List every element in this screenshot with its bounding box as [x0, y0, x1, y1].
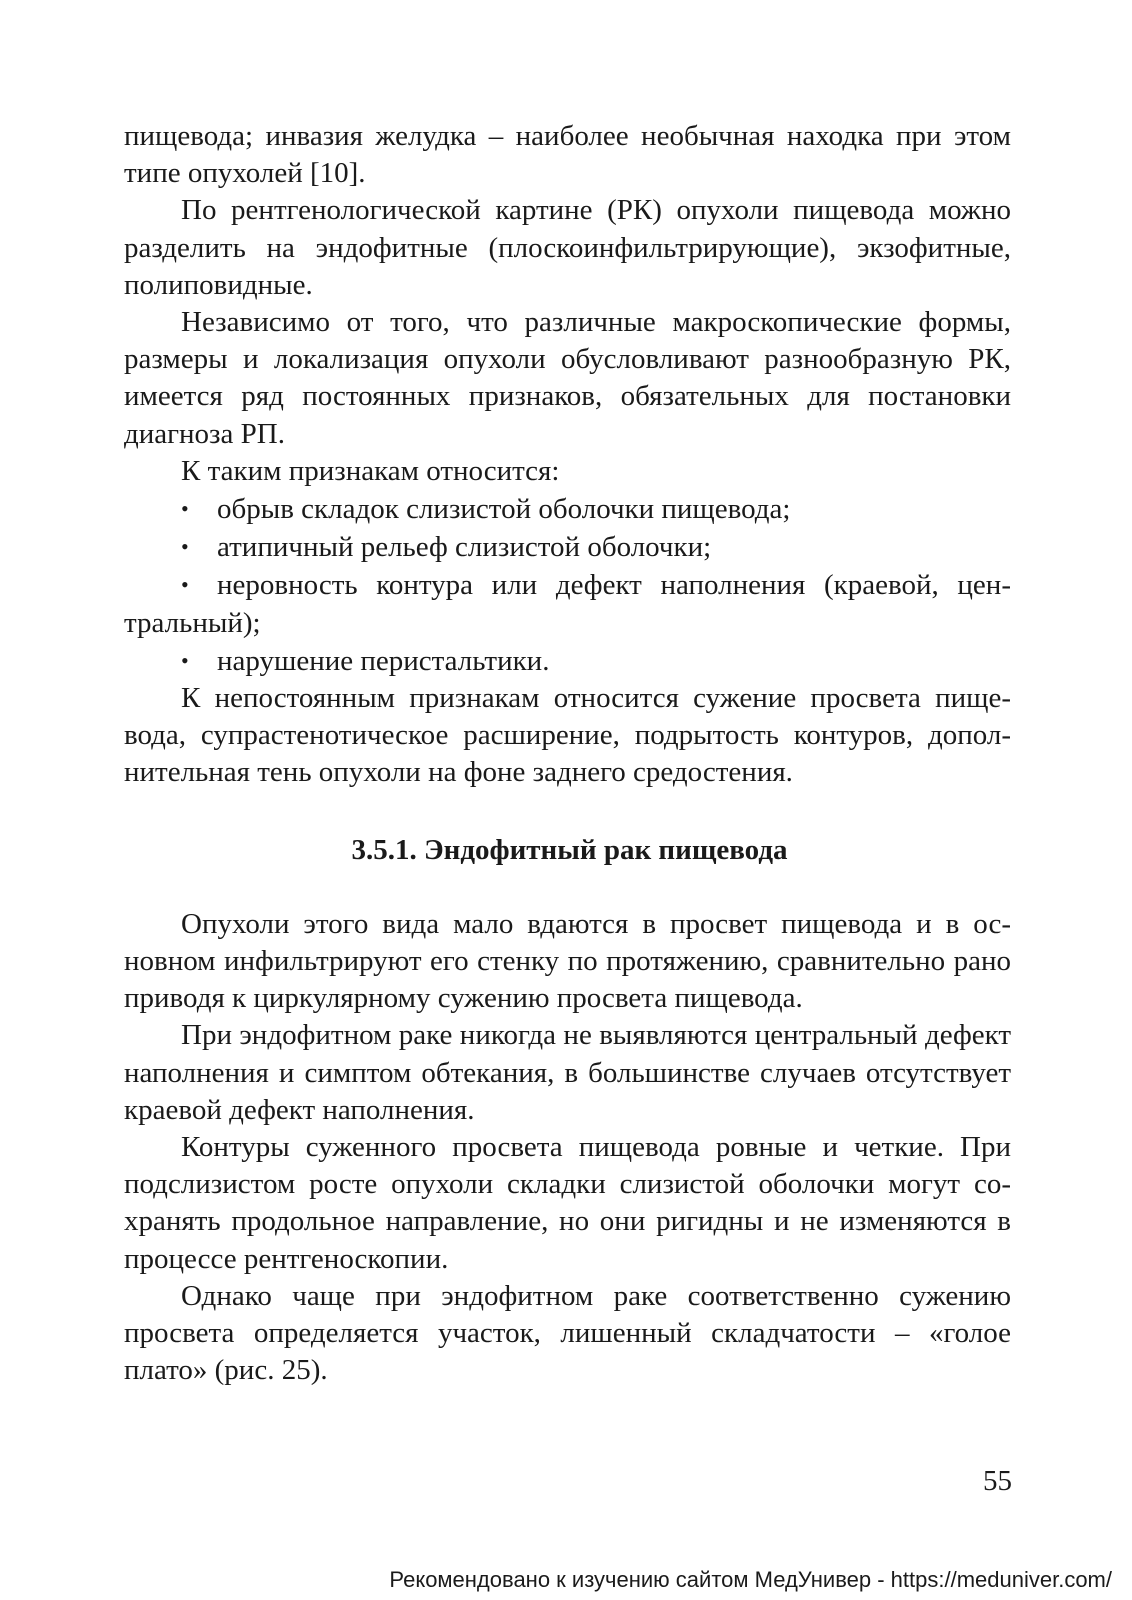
list-item: [124, 490, 1011, 528]
paragraph: Однако чаще при эндофитном раке соответственно сужению просвета определяется участок, лишенный складчатости – «голое плато» (рис. 25).: [124, 1279, 1011, 1387]
paragraph: Опухоли этого вида мало вдаются в просвет пищевода и в основном инфильтрируют его стенку по протяжению, сравнительно рано приводя к циркулярному сужению просвета пищевода.: [124, 907, 1011, 1015]
bullet-icon: •: [181, 572, 189, 598]
bullet-list: [124, 490, 1011, 680]
paragraph: По рентгенологической картине (РК) опухоли пищевода можно разделить на эндофитные (плоскоинфильтрирующие), экзофитные, полиповидные.: [124, 194, 1011, 301]
paragraph: пищевода; инвазия желудка – наиболее необычная находка при этом типе опухолей [10].: [124, 120, 1011, 190]
list-item: [124, 528, 1011, 566]
list-item-text: неровность контура или дефект наполнения (краевой, центральный);: [124, 569, 1011, 639]
footer-credit: Рекомендовано к изучению сайтом МедУнивер - https://meduniver.com/: [389, 1567, 1112, 1592]
paragraph: При эндофитном раке никогда не выявляются центральный дефект наполнения и симптом обтекания, в большинстве случаев отсутствует краевой дефект наполнения.: [124, 1019, 1011, 1126]
paragraph: К таким признакам относится:: [181, 454, 560, 487]
list-item: [124, 642, 1011, 680]
bullet-icon: •: [181, 496, 189, 522]
bullet-icon: •: [181, 534, 189, 560]
paragraph: К непостоянным признакам относится сужение просвета пищевода, супрастенотическое расширение, подрытость контуров, дополнительная тень опухоли на фоне заднего средостения.: [124, 682, 1011, 789]
page-number: 55: [983, 1465, 1012, 1497]
paragraph: Контуры суженного просвета пищевода ровные и четкие. При подслизистом росте опухоли складки слизистой оболочки могут сохранять продольное направление, но они ригидны и не изменяются в процессе рентгеноскопии.: [124, 1131, 1011, 1275]
page-body: [124, 118, 1011, 1390]
section-heading: 3.5.1. Эндофитный рак пищевода: [351, 833, 788, 866]
paragraph: Независимо от того, что различные макроскопические формы, размеры и локализация опухоли обусловливают разнообразную РК, имеется ряд постоянных признаков, обязательных для постановки диагноза РП.: [124, 306, 1011, 450]
list-item-text: обрыв складок слизистой оболочки пищевода;: [217, 493, 791, 526]
bullet-icon: •: [181, 647, 189, 673]
list-item-text: атипичный рельеф слизистой оболочки;: [217, 531, 712, 564]
list-item-text: нарушение перистальтики.: [217, 644, 550, 677]
list-item: [124, 566, 1011, 641]
